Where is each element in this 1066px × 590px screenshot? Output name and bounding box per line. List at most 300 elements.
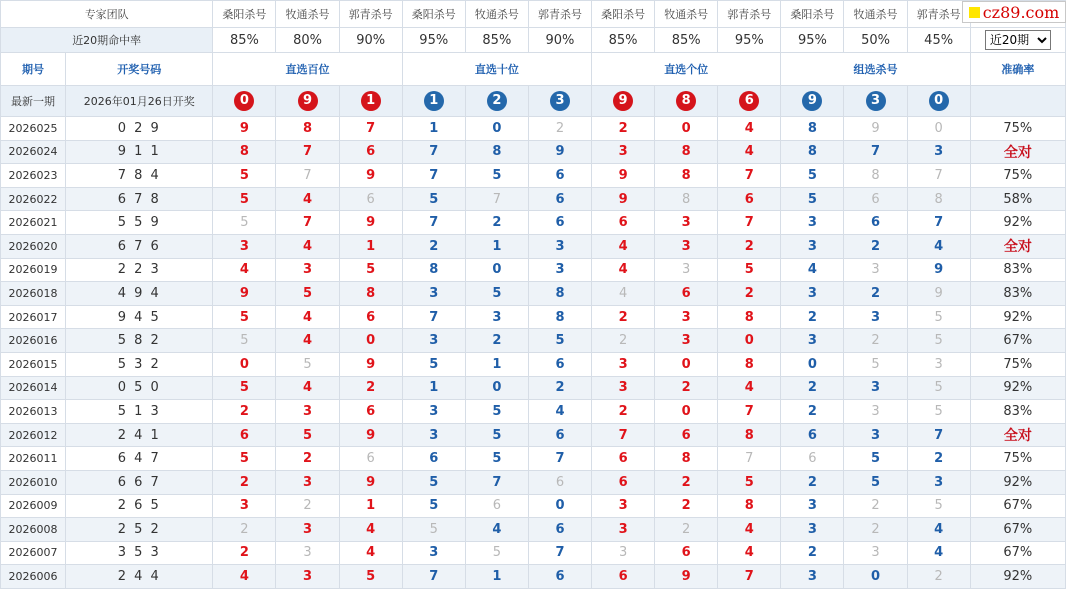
kill-number: 5 bbox=[465, 400, 528, 424]
kill-number: 4 bbox=[213, 565, 276, 589]
hit-rate: 85% bbox=[465, 28, 528, 53]
table-row bbox=[1, 470, 1066, 494]
period-number: 2026011 bbox=[1, 447, 66, 471]
kill-number: 5 bbox=[907, 494, 970, 518]
kill-number: 0 bbox=[339, 329, 402, 353]
kill-number: 7 bbox=[907, 423, 970, 447]
kill-number: 5 bbox=[465, 423, 528, 447]
kill-number: 8 bbox=[718, 423, 781, 447]
kill-number: 5 bbox=[339, 565, 402, 589]
latest-ball-blue: 1 bbox=[424, 91, 444, 111]
kill-number: 1 bbox=[402, 117, 465, 141]
accuracy-value: 67% bbox=[970, 494, 1065, 518]
kill-number: 4 bbox=[592, 234, 655, 258]
kill-number: 2 bbox=[655, 470, 718, 494]
kill-number: 2 bbox=[402, 234, 465, 258]
kill-number: 2 bbox=[844, 282, 907, 306]
kill-number: 5 bbox=[402, 494, 465, 518]
kill-number: 3 bbox=[402, 423, 465, 447]
kill-number: 0 bbox=[655, 400, 718, 424]
kill-number: 5 bbox=[844, 447, 907, 471]
kill-number: 0 bbox=[844, 565, 907, 589]
kill-number: 4 bbox=[339, 541, 402, 565]
kill-number: 3 bbox=[592, 376, 655, 400]
logo-text: cz89.com bbox=[982, 2, 1060, 22]
kill-number: 4 bbox=[907, 518, 970, 542]
table-row bbox=[1, 565, 1066, 589]
period-number: 2026008 bbox=[1, 518, 66, 542]
draw-number: 4 9 4 bbox=[66, 282, 213, 306]
kill-number: 6 bbox=[592, 211, 655, 235]
kill-number: 5 bbox=[213, 305, 276, 329]
kill-number: 5 bbox=[844, 352, 907, 376]
latest-ball-red: 0 bbox=[234, 91, 254, 111]
latest-ball-cell bbox=[718, 86, 781, 117]
kill-number: 5 bbox=[213, 447, 276, 471]
kill-number: 7 bbox=[718, 164, 781, 188]
kill-number: 2 bbox=[213, 518, 276, 542]
kill-number: 5 bbox=[718, 470, 781, 494]
hit-rate: 95% bbox=[402, 28, 465, 53]
kill-number: 3 bbox=[213, 494, 276, 518]
kill-number: 3 bbox=[592, 140, 655, 164]
kill-number: 4 bbox=[718, 117, 781, 141]
kill-number: 5 bbox=[213, 211, 276, 235]
draw-number: 9 4 5 bbox=[66, 305, 213, 329]
table-row bbox=[1, 400, 1066, 424]
column-header-row bbox=[1, 53, 1066, 86]
draw-number: 6 7 6 bbox=[66, 234, 213, 258]
kill-number: 7 bbox=[402, 565, 465, 589]
kill-number: 9 bbox=[339, 164, 402, 188]
kill-number: 1 bbox=[465, 234, 528, 258]
kill-number: 3 bbox=[276, 518, 339, 542]
kill-number: 8 bbox=[718, 305, 781, 329]
kill-number: 2 bbox=[592, 305, 655, 329]
kill-number: 3 bbox=[402, 329, 465, 353]
table-row bbox=[1, 117, 1066, 141]
hit-rate: 80% bbox=[276, 28, 339, 53]
accuracy-value: 67% bbox=[970, 541, 1065, 565]
draw-number: 6 7 8 bbox=[66, 187, 213, 211]
kill-number: 2 bbox=[844, 329, 907, 353]
draw-number: 3 5 3 bbox=[66, 541, 213, 565]
table-row bbox=[1, 187, 1066, 211]
hit-rate: 90% bbox=[339, 28, 402, 53]
kill-number: 2 bbox=[276, 447, 339, 471]
kill-number: 5 bbox=[213, 329, 276, 353]
team-label: 专家团队 bbox=[1, 1, 213, 28]
kill-number: 6 bbox=[528, 352, 591, 376]
col-period: 期号 bbox=[1, 53, 66, 86]
accuracy-value: 67% bbox=[970, 518, 1065, 542]
col-units: 直选个位 bbox=[592, 53, 781, 86]
kill-number: 2 bbox=[528, 376, 591, 400]
kill-number: 8 bbox=[339, 282, 402, 306]
kill-number: 4 bbox=[907, 541, 970, 565]
table-row bbox=[1, 423, 1066, 447]
kill-number: 7 bbox=[465, 470, 528, 494]
kill-number: 7 bbox=[907, 164, 970, 188]
period-range-select[interactable] bbox=[985, 30, 1051, 50]
kill-number: 5 bbox=[402, 187, 465, 211]
kill-number: 4 bbox=[276, 234, 339, 258]
hit-rate: 50% bbox=[844, 28, 907, 53]
expert-name: 牧通杀号 bbox=[844, 1, 907, 28]
kill-number: 9 bbox=[907, 282, 970, 306]
kill-number: 7 bbox=[402, 211, 465, 235]
kill-number: 3 bbox=[844, 258, 907, 282]
kill-number: 6 bbox=[213, 423, 276, 447]
table-row bbox=[1, 282, 1066, 306]
logo-square-icon bbox=[969, 7, 980, 18]
accuracy-value: 92% bbox=[970, 211, 1065, 235]
kill-number: 3 bbox=[276, 541, 339, 565]
period-number: 2026007 bbox=[1, 541, 66, 565]
kill-number: 4 bbox=[781, 258, 844, 282]
kill-number: 6 bbox=[465, 494, 528, 518]
kill-number: 5 bbox=[276, 423, 339, 447]
kill-number: 4 bbox=[276, 329, 339, 353]
latest-accuracy-cell bbox=[970, 86, 1065, 117]
draw-number: 2 5 2 bbox=[66, 518, 213, 542]
kill-number: 4 bbox=[339, 518, 402, 542]
kill-number: 8 bbox=[655, 140, 718, 164]
latest-ball-cell bbox=[213, 86, 276, 117]
kill-number: 5 bbox=[907, 329, 970, 353]
kill-number: 6 bbox=[781, 423, 844, 447]
kill-number: 7 bbox=[339, 117, 402, 141]
kill-number: 5 bbox=[402, 518, 465, 542]
kill-number: 9 bbox=[339, 470, 402, 494]
kill-number: 2 bbox=[592, 400, 655, 424]
hit-rate: 95% bbox=[781, 28, 844, 53]
kill-number: 9 bbox=[339, 352, 402, 376]
kill-number: 2 bbox=[781, 541, 844, 565]
kill-number: 5 bbox=[844, 470, 907, 494]
latest-ball-blue: 9 bbox=[802, 91, 822, 111]
latest-ball-cell bbox=[402, 86, 465, 117]
kill-number: 3 bbox=[907, 470, 970, 494]
kill-number: 2 bbox=[907, 447, 970, 471]
kill-number: 7 bbox=[528, 541, 591, 565]
table-row bbox=[1, 352, 1066, 376]
kill-number: 1 bbox=[339, 494, 402, 518]
kill-number: 4 bbox=[907, 234, 970, 258]
latest-ball-blue: 3 bbox=[866, 91, 886, 111]
accuracy-value: 全对 bbox=[970, 234, 1065, 258]
kill-number: 0 bbox=[465, 376, 528, 400]
kill-number: 7 bbox=[276, 164, 339, 188]
kill-number: 9 bbox=[339, 423, 402, 447]
kill-number: 2 bbox=[592, 329, 655, 353]
hit-rate: 85% bbox=[655, 28, 718, 53]
kill-number: 9 bbox=[528, 140, 591, 164]
period-number: 2026015 bbox=[1, 352, 66, 376]
table-row bbox=[1, 447, 1066, 471]
latest-ball-red: 8 bbox=[676, 91, 696, 111]
kill-number: 6 bbox=[592, 565, 655, 589]
accuracy-value: 全对 bbox=[970, 423, 1065, 447]
table-row bbox=[1, 541, 1066, 565]
kill-number: 3 bbox=[276, 400, 339, 424]
latest-label: 最新一期 bbox=[1, 86, 66, 117]
kill-number: 8 bbox=[655, 447, 718, 471]
kill-number: 2 bbox=[592, 117, 655, 141]
latest-ball-cell bbox=[465, 86, 528, 117]
hit-rate: 45% bbox=[907, 28, 970, 53]
kill-number: 2 bbox=[781, 376, 844, 400]
kill-number: 8 bbox=[402, 258, 465, 282]
kill-number: 3 bbox=[781, 211, 844, 235]
kill-number: 4 bbox=[213, 258, 276, 282]
hit-rate-row bbox=[1, 28, 1066, 53]
period-number: 2026012 bbox=[1, 423, 66, 447]
kill-number: 0 bbox=[465, 258, 528, 282]
kill-number: 3 bbox=[402, 541, 465, 565]
kill-number: 6 bbox=[339, 400, 402, 424]
kill-number: 4 bbox=[465, 518, 528, 542]
kill-number: 0 bbox=[655, 117, 718, 141]
kill-number: 7 bbox=[465, 187, 528, 211]
kill-number: 0 bbox=[907, 117, 970, 141]
hit-rate-label: 近20期命中率 bbox=[1, 28, 213, 53]
period-number: 2026025 bbox=[1, 117, 66, 141]
kill-number: 8 bbox=[465, 140, 528, 164]
kill-number: 3 bbox=[213, 234, 276, 258]
kill-number: 5 bbox=[276, 352, 339, 376]
kill-number: 5 bbox=[465, 447, 528, 471]
kill-number: 6 bbox=[592, 470, 655, 494]
hit-rate: 95% bbox=[718, 28, 781, 53]
draw-number: 2 4 4 bbox=[66, 565, 213, 589]
kill-number: 6 bbox=[528, 470, 591, 494]
accuracy-value: 67% bbox=[970, 329, 1065, 353]
kill-number: 7 bbox=[276, 211, 339, 235]
kill-number: 9 bbox=[339, 211, 402, 235]
kill-number: 3 bbox=[907, 352, 970, 376]
kill-number: 2 bbox=[528, 117, 591, 141]
period-number: 2026016 bbox=[1, 329, 66, 353]
table-row bbox=[1, 211, 1066, 235]
period-number: 2026009 bbox=[1, 494, 66, 518]
kill-number: 7 bbox=[402, 305, 465, 329]
kill-number: 2 bbox=[718, 282, 781, 306]
kill-number: 2 bbox=[276, 494, 339, 518]
kill-number: 0 bbox=[528, 494, 591, 518]
kill-number: 5 bbox=[402, 470, 465, 494]
kill-number: 6 bbox=[528, 187, 591, 211]
expert-team-row bbox=[1, 1, 1066, 28]
site-logo bbox=[962, 1, 1066, 23]
kill-number: 7 bbox=[844, 140, 907, 164]
latest-ball-cell bbox=[844, 86, 907, 117]
kill-number: 3 bbox=[402, 282, 465, 306]
kill-number: 3 bbox=[844, 400, 907, 424]
table-row bbox=[1, 329, 1066, 353]
kill-number: 4 bbox=[276, 305, 339, 329]
kill-number: 2 bbox=[781, 470, 844, 494]
table-row bbox=[1, 305, 1066, 329]
kill-number: 3 bbox=[655, 234, 718, 258]
kill-number: 3 bbox=[655, 211, 718, 235]
expert-name: 桑阳杀号 bbox=[781, 1, 844, 28]
kill-number: 7 bbox=[402, 164, 465, 188]
kill-number: 2 bbox=[718, 234, 781, 258]
latest-ball-cell bbox=[339, 86, 402, 117]
kill-number: 5 bbox=[465, 282, 528, 306]
latest-ball-cell bbox=[592, 86, 655, 117]
expert-name: 郭青杀号 bbox=[718, 1, 781, 28]
draw-number: 5 5 9 bbox=[66, 211, 213, 235]
kill-number: 4 bbox=[718, 518, 781, 542]
table-row bbox=[1, 164, 1066, 188]
accuracy-value: 75% bbox=[970, 164, 1065, 188]
col-accuracy: 准确率 bbox=[970, 53, 1065, 86]
kill-number: 3 bbox=[781, 282, 844, 306]
latest-ball-red: 6 bbox=[739, 91, 759, 111]
period-number: 2026013 bbox=[1, 400, 66, 424]
accuracy-value: 92% bbox=[970, 565, 1065, 589]
period-number: 2026006 bbox=[1, 565, 66, 589]
kill-number: 4 bbox=[718, 140, 781, 164]
table-row bbox=[1, 376, 1066, 400]
accuracy-value: 75% bbox=[970, 447, 1065, 471]
kill-number: 7 bbox=[402, 140, 465, 164]
accuracy-value: 83% bbox=[970, 258, 1065, 282]
kill-number: 3 bbox=[781, 234, 844, 258]
kill-number: 4 bbox=[528, 400, 591, 424]
kill-number: 5 bbox=[781, 164, 844, 188]
kill-number: 2 bbox=[213, 541, 276, 565]
kill-number: 0 bbox=[465, 117, 528, 141]
latest-ball-cell bbox=[276, 86, 339, 117]
kill-number: 8 bbox=[276, 117, 339, 141]
kill-number: 5 bbox=[465, 164, 528, 188]
kill-number: 3 bbox=[592, 541, 655, 565]
draw-number: 2 2 3 bbox=[66, 258, 213, 282]
kill-number: 8 bbox=[781, 117, 844, 141]
accuracy-value: 83% bbox=[970, 282, 1065, 306]
latest-ball-blue: 3 bbox=[550, 91, 570, 111]
kill-number: 5 bbox=[402, 352, 465, 376]
latest-draw-date: 2026年01月26日开奖 bbox=[66, 86, 213, 117]
kill-number: 2 bbox=[465, 211, 528, 235]
kill-number: 2 bbox=[465, 329, 528, 353]
kill-number: 6 bbox=[844, 187, 907, 211]
kill-number: 0 bbox=[718, 329, 781, 353]
draw-number: 5 1 3 bbox=[66, 400, 213, 424]
kill-number: 7 bbox=[718, 211, 781, 235]
kill-number: 6 bbox=[592, 447, 655, 471]
kill-number: 1 bbox=[465, 352, 528, 376]
table-row bbox=[1, 140, 1066, 164]
kill-number: 5 bbox=[718, 258, 781, 282]
latest-ball-red: 1 bbox=[361, 91, 381, 111]
accuracy-value: 58% bbox=[970, 187, 1065, 211]
kill-number: 8 bbox=[781, 140, 844, 164]
accuracy-value: 92% bbox=[970, 470, 1065, 494]
kill-number: 3 bbox=[655, 329, 718, 353]
kill-number: 3 bbox=[781, 494, 844, 518]
kill-number: 3 bbox=[276, 470, 339, 494]
expert-name: 郭青杀号 bbox=[528, 1, 591, 28]
kill-number: 7 bbox=[718, 565, 781, 589]
draw-number: 7 8 4 bbox=[66, 164, 213, 188]
kill-number: 6 bbox=[781, 447, 844, 471]
period-select-cell bbox=[970, 28, 1065, 53]
hit-rate: 85% bbox=[592, 28, 655, 53]
period-number: 2026020 bbox=[1, 234, 66, 258]
kill-number: 3 bbox=[592, 352, 655, 376]
kill-number: 2 bbox=[781, 400, 844, 424]
period-number: 2026017 bbox=[1, 305, 66, 329]
kill-number: 2 bbox=[844, 518, 907, 542]
kill-number: 7 bbox=[528, 447, 591, 471]
latest-ball-cell bbox=[528, 86, 591, 117]
expert-name: 桑阳杀号 bbox=[402, 1, 465, 28]
kill-number: 8 bbox=[528, 305, 591, 329]
expert-name: 郭青杀号 bbox=[339, 1, 402, 28]
kill-number: 6 bbox=[402, 447, 465, 471]
table-row bbox=[1, 494, 1066, 518]
kill-number: 3 bbox=[781, 518, 844, 542]
kill-number: 8 bbox=[718, 494, 781, 518]
kill-number: 5 bbox=[465, 541, 528, 565]
kill-number: 3 bbox=[465, 305, 528, 329]
kill-number: 6 bbox=[339, 187, 402, 211]
kill-number: 3 bbox=[844, 305, 907, 329]
kill-number: 4 bbox=[592, 258, 655, 282]
latest-ball-blue: 0 bbox=[929, 91, 949, 111]
kill-number: 2 bbox=[339, 376, 402, 400]
kill-number: 5 bbox=[907, 376, 970, 400]
accuracy-value: 75% bbox=[970, 352, 1065, 376]
accuracy-value: 83% bbox=[970, 400, 1065, 424]
kill-number: 3 bbox=[781, 329, 844, 353]
kill-number: 8 bbox=[655, 164, 718, 188]
kill-number: 6 bbox=[339, 305, 402, 329]
accuracy-value: 92% bbox=[970, 305, 1065, 329]
kill-number: 5 bbox=[781, 187, 844, 211]
kill-number: 5 bbox=[213, 187, 276, 211]
col-tens: 直选十位 bbox=[402, 53, 591, 86]
kill-number: 6 bbox=[528, 211, 591, 235]
kill-number: 3 bbox=[592, 518, 655, 542]
kill-number: 9 bbox=[213, 282, 276, 306]
kill-number: 9 bbox=[592, 187, 655, 211]
kill-number: 5 bbox=[907, 305, 970, 329]
latest-prediction-row bbox=[1, 86, 1066, 117]
latest-ball-blue: 2 bbox=[487, 91, 507, 111]
hit-rate: 90% bbox=[528, 28, 591, 53]
accuracy-value: 75% bbox=[970, 117, 1065, 141]
kill-number: 6 bbox=[528, 423, 591, 447]
kill-number: 9 bbox=[213, 117, 276, 141]
kill-number: 3 bbox=[844, 376, 907, 400]
kill-number: 1 bbox=[339, 234, 402, 258]
period-number: 2026022 bbox=[1, 187, 66, 211]
expert-name: 桑阳杀号 bbox=[213, 1, 276, 28]
kill-number: 8 bbox=[655, 187, 718, 211]
accuracy-value: 92% bbox=[970, 376, 1065, 400]
kill-number: 6 bbox=[339, 447, 402, 471]
expert-name: 牧通杀号 bbox=[655, 1, 718, 28]
kill-number: 9 bbox=[655, 565, 718, 589]
period-number: 2026024 bbox=[1, 140, 66, 164]
kill-number: 3 bbox=[276, 258, 339, 282]
kill-number: 3 bbox=[655, 258, 718, 282]
